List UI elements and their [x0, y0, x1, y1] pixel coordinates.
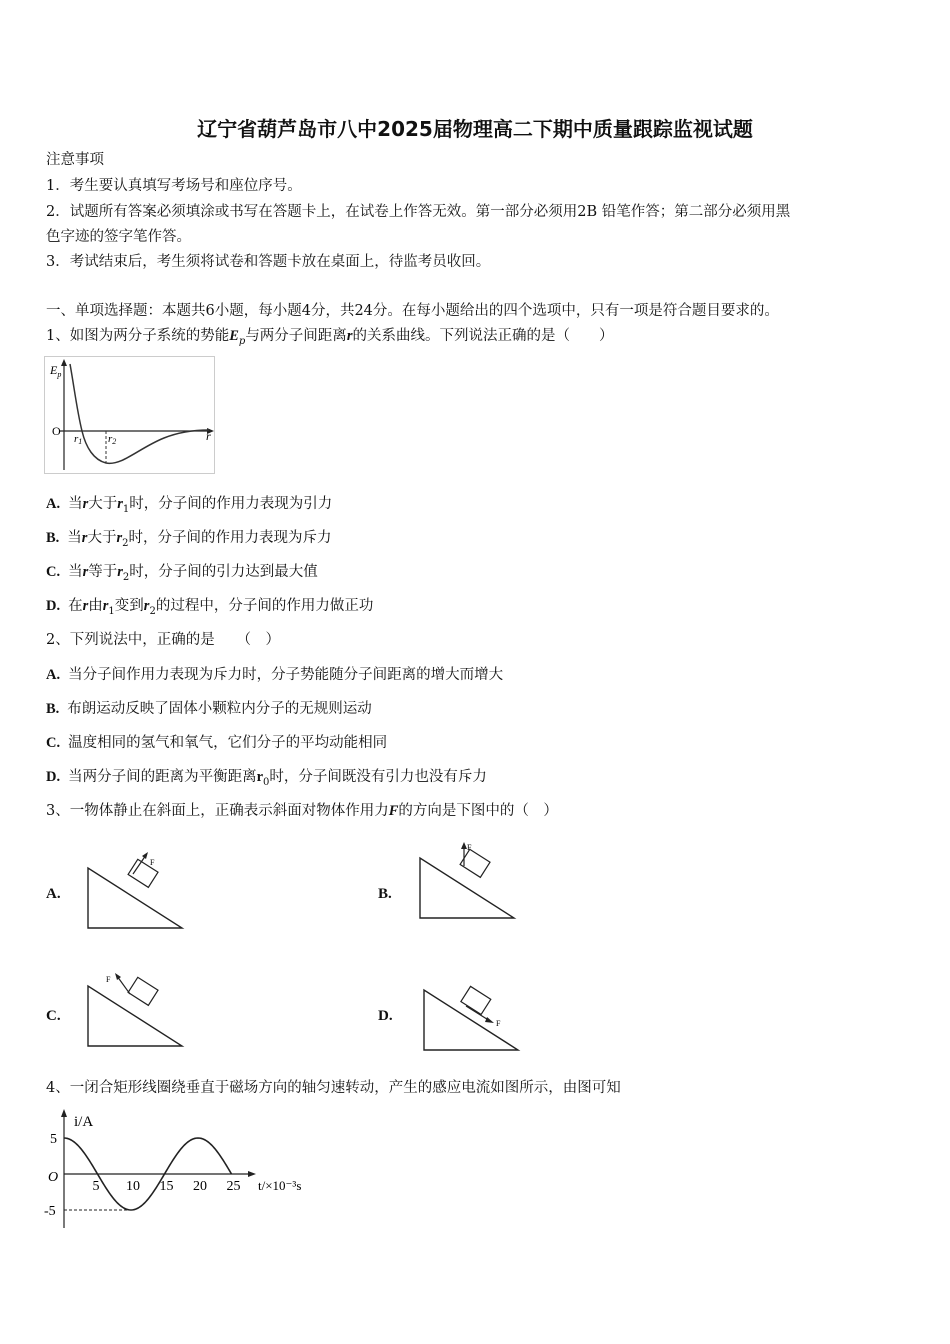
- x-tick-label: 5: [92, 1179, 100, 1194]
- q2-option-b[interactable]: B. 布朗运动反映了固体小颗粒内分子的无规则运动: [46, 701, 372, 717]
- q3-option-a-diagram[interactable]: [80, 850, 190, 932]
- force-label: F: [467, 843, 472, 852]
- q3-option-c-label[interactable]: C.: [46, 1008, 61, 1024]
- notice-item: 3．考试结束后，考生须将试卷和答题卡放在桌面上，待监考员收回。: [46, 254, 491, 270]
- notice-item: 色字迹的签字笔作答。: [46, 229, 191, 245]
- q2-option-d[interactable]: D. 当两分子间的距离为平衡距离$r_0$时，分子间既没有引力也没有斥力: [46, 769, 487, 788]
- chart-origin: O: [48, 1170, 59, 1185]
- q1-option-a[interactable]: A. 当r大于$r_1$时，分子间的作用力表现为引力: [46, 496, 333, 515]
- force-label: F: [150, 858, 155, 867]
- chart-y-label: i/A: [74, 1114, 94, 1130]
- force-label: F: [496, 1019, 501, 1028]
- notice-heading: 注意事项: [46, 152, 104, 168]
- y-tick-label: 5: [50, 1132, 57, 1147]
- q3-option-d-diagram[interactable]: [412, 972, 522, 1054]
- q1-option-d[interactable]: D. 在r由$r_1$变到$r_2$的过程中，分子间的作用力做正功: [46, 598, 374, 617]
- graph-r1-label: r1: [74, 433, 83, 446]
- y-tick-label: -5: [44, 1204, 56, 1219]
- q1-option-c[interactable]: C. 当r等于$r_2$时，分子间的引力达到最大值: [46, 564, 318, 583]
- q3-option-b-label[interactable]: B.: [378, 886, 392, 902]
- graph-r2-label: r2: [108, 433, 117, 446]
- question-3-stem: 3、一物体静止在斜面上，正确表示斜面对物体作用力F的方向是下图中的（ ）: [46, 803, 558, 819]
- question-1-stem: 1、如图为两分子系统的势能$E_p$与两分子间距离r的关系曲线。下列说法正确的是（ ）: [46, 328, 614, 347]
- chart-x-label: t/×10⁻³s: [258, 1178, 302, 1193]
- q3-option-b-diagram[interactable]: [412, 840, 522, 922]
- force-label: F: [106, 975, 111, 984]
- x-tick-label: 15: [159, 1179, 174, 1194]
- page-title: 辽宁省葫芦岛市八中2025届物理高二下期中质量跟踪监视试题: [197, 117, 753, 141]
- x-tick-label: 20: [193, 1179, 207, 1194]
- potential-energy-graph: [44, 356, 216, 474]
- section-heading: 一、单项选择题：本题共6小题，每小题4分，共24分。在每小题给出的四个选项中，只有一项是符合题目要求的。: [46, 303, 779, 319]
- x-tick-label: 25: [226, 1179, 241, 1194]
- q3-option-d-label[interactable]: D.: [378, 1008, 393, 1024]
- q2-option-c[interactable]: C. 温度相同的氢气和氧气，它们分子的平均动能相同: [46, 735, 388, 751]
- q3-option-c-diagram[interactable]: [80, 968, 190, 1050]
- q3-option-a-label[interactable]: A.: [46, 886, 61, 902]
- question-2-stem: 2、下列说法中，正确的是 （ ）: [46, 632, 280, 648]
- graph-origin: O: [52, 424, 61, 438]
- graph-x-label: r: [206, 429, 211, 443]
- notice-item: 2．试题所有答案必须填涂或书写在答题卡上，在试卷上作答无效。第一部分必须用2B 铅笔作答；第二部分必须用黑: [46, 204, 791, 220]
- q1-option-b[interactable]: B. 当r大于$r_2$时，分子间的作用力表现为斥力: [46, 530, 332, 549]
- question-4-stem: 4、一闭合矩形线圈绕垂直于磁场方向的轴匀速转动，产生的感应电流如图所示，由图可知: [46, 1080, 621, 1096]
- notice-item: 1．考生要认真填写考场号和座位序号。: [46, 178, 302, 194]
- q2-option-a[interactable]: A. 当分子间作用力表现为斥力时，分子势能随分子间距离的增大而增大: [46, 667, 504, 683]
- graph-y-label: $E_p$: [50, 363, 62, 379]
- x-tick-label: 10: [126, 1179, 140, 1194]
- current-time-chart: [40, 1106, 320, 1230]
